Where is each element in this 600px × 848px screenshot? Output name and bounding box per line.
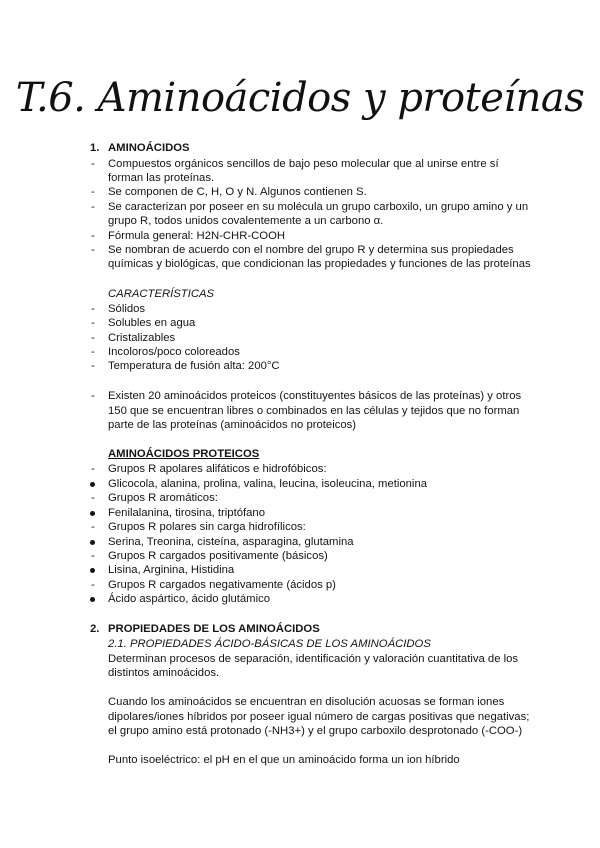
characteristic-item: Cristalizables — [108, 332, 176, 344]
dash-marker: - — [91, 303, 95, 315]
list-item-line: Se caracterizan por poseer en su molécula un grupo carboxilo, un grupo amino y un — [108, 201, 529, 213]
list-item-line: Se nombran de acuerdo con el nombre del grupo R y determina sus propiedades — [108, 244, 514, 256]
group-item: Grupos R aromáticos: — [108, 492, 218, 504]
dash-marker: - — [91, 521, 95, 533]
paragraph-line: 150 que se encuentran libres o combinados en las células y tejidos que no forman — [108, 405, 520, 417]
dash-marker: - — [91, 158, 95, 170]
dash-marker: - — [91, 463, 95, 475]
proteic-aminoacids-heading: AMINOÁCIDOS PROTEICOS — [108, 448, 260, 460]
group-item: Grupos R apolares alifáticos e hidrofóbicos: — [108, 463, 327, 475]
characteristics-heading: CARACTERÍSTICAS — [108, 288, 215, 300]
dash-marker: - — [91, 550, 95, 562]
bullet-marker — [90, 568, 95, 573]
dash-marker: - — [91, 317, 95, 329]
paragraph-line: Determinan procesos de separación, identificación y valoración cuantitativa de los — [108, 653, 519, 665]
group-item: Serina, Treonina, cisteína, asparagina, glutamina — [108, 536, 354, 548]
group-item: Ácido aspártico, ácido glutámico — [108, 593, 271, 605]
dash-marker: - — [91, 492, 95, 504]
characteristic-item: Temperatura de fusión alta: 200°C — [108, 360, 280, 372]
dash-marker: - — [91, 346, 95, 358]
characteristic-item: Solubles en agua — [108, 317, 196, 329]
paragraph-line: distintos aminoácidos. — [108, 667, 220, 679]
dash-marker: - — [91, 186, 95, 198]
dash-marker: - — [91, 230, 95, 242]
dash-marker: - — [91, 201, 95, 213]
dash-marker: - — [91, 244, 95, 256]
dash-marker: - — [91, 360, 95, 372]
isoelectric-point-line: Punto isoeléctrico: el pH en el que un aminoácido forma un ion híbrido — [108, 754, 460, 766]
dash-marker: - — [91, 579, 95, 591]
paragraph-line: parte de las proteínas (aminoácidos no proteicos) — [108, 419, 357, 431]
group-item: Lisina, Arginina, Histidina — [108, 564, 235, 576]
bullet-marker — [90, 540, 95, 545]
bullet-marker — [90, 511, 95, 516]
list-item-line: forman las proteínas. — [108, 172, 215, 184]
characteristic-item: Incoloros/poco coloreados — [108, 346, 240, 358]
paragraph-line: el grupo amino está protonado (-NH3+) y el grupo carboxilo desprotonado (-COO-) — [108, 725, 523, 737]
subsection-heading: 2.1. PROPIEDADES ÁCIDO-BÁSICAS DE LOS AMINOÁCIDOS — [108, 638, 431, 650]
bullet-marker — [90, 597, 95, 602]
paragraph-line: Cuando los aminoácidos se encuentran en disolución acuosas se forman iones — [108, 696, 505, 708]
group-item: Fenilalanina, tirosina, triptófano — [108, 507, 265, 519]
list-item-line: químicas y biológicas, que condicionan las propiedades y funciones de las proteínas — [108, 258, 531, 270]
list-item-line: grupo R, todos unidos covalentemente a un carbono α. — [108, 215, 384, 227]
section-1-number: 1. — [90, 142, 100, 154]
dash-marker: - — [91, 390, 95, 402]
list-item-line: Compuestos orgánicos sencillos de bajo peso molecular que al unirse entre sí — [108, 158, 499, 170]
group-item: Grupos R cargados positivamente (básicos) — [108, 550, 328, 562]
page-title: T.6. Aminoácidos y proteínas — [15, 75, 585, 121]
list-item-line: Se componen de C, H, O y N. Algunos contienen S. — [108, 186, 367, 198]
section-1-heading: AMINOÁCIDOS — [108, 142, 190, 154]
list-item-line: Fórmula general: H2N-CHR-COOH — [108, 230, 286, 242]
paragraph-line: Existen 20 aminoácidos proteicos (constituyentes básicos de las proteínas) y otros — [108, 390, 522, 402]
paragraph-line: dipolares/iones híbridos por poseer igual número de cargas positivas que negativas; — [108, 711, 530, 723]
dash-marker: - — [91, 332, 95, 344]
group-item: Grupos R polares sin carga hidrofílicos: — [108, 521, 306, 533]
group-item: Glicocola, alanina, prolina, valina, leucina, isoleucina, metionina — [108, 478, 428, 490]
group-item: Grupos R cargados negativamente (ácidos p) — [108, 579, 336, 591]
characteristic-item: Sólidos — [108, 303, 146, 315]
section-2-number: 2. — [90, 623, 100, 635]
section-2-heading: PROPIEDADES DE LOS AMINOÁCIDOS — [108, 623, 320, 635]
bullet-marker — [90, 482, 95, 487]
